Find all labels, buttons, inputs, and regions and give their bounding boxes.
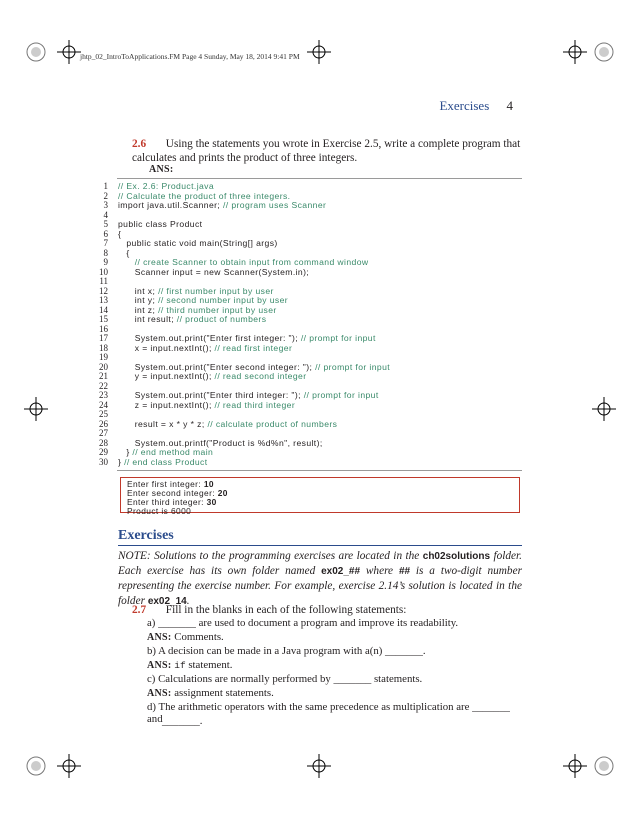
code-token: int z; xyxy=(118,304,159,315)
code-token: System.out.printf("Product is %d%n", result); xyxy=(118,437,323,448)
line-number: 19 xyxy=(99,352,108,362)
section-rule xyxy=(118,545,522,546)
running-head-label: Exercises xyxy=(439,98,490,113)
line-number: 9 xyxy=(103,257,108,267)
answer-label: ANS: xyxy=(149,164,174,175)
line-number: 22 xyxy=(99,380,108,391)
code-comment: // calculate product of numbers xyxy=(207,418,338,429)
exercise-number: 2.7 xyxy=(132,604,147,616)
folder-name: ch02solutions xyxy=(422,551,491,562)
registration-mark-icon xyxy=(57,754,81,778)
line-number: 3 xyxy=(103,200,108,210)
output-prompt: Enter second integer: xyxy=(127,488,218,498)
code-bottom-rule xyxy=(117,470,522,471)
code-token: } xyxy=(118,456,125,467)
code-line xyxy=(0,239,420,249)
question-b: b) A decision can be made in a Java program with a(n) _______. xyxy=(147,645,426,657)
output-prompt: Enter third integer: xyxy=(127,497,207,507)
code-token: } xyxy=(118,447,133,457)
question-d-continued: _______. xyxy=(162,715,203,727)
code-line xyxy=(0,211,420,221)
code-token: int x; xyxy=(118,285,159,296)
line-number: 10 xyxy=(99,266,108,277)
note-text: is a two-digit number representing the exercise number. For example, exercise 2.14’s solution is located in the folder xyxy=(118,565,522,607)
answer-text: statement. xyxy=(185,659,233,671)
code-comment: // Ex. 2.6: Product.java xyxy=(118,181,215,191)
answer-code: if xyxy=(174,660,186,671)
code-token: x = input.nextInt(); xyxy=(118,342,215,353)
output-line xyxy=(127,507,513,516)
line-number: 1 xyxy=(103,181,108,191)
registration-mark-icon xyxy=(57,40,81,64)
question-a: a) _______ are used to document a program and improve its readability. xyxy=(147,617,459,629)
code-comment: // third number input by user xyxy=(158,304,277,315)
code-token: public class Product xyxy=(118,219,203,229)
code-text xyxy=(118,220,202,230)
page-number: 4 xyxy=(506,98,513,113)
code-line xyxy=(0,201,420,211)
line-number: 12 xyxy=(99,285,108,296)
registration-mark-icon xyxy=(307,40,331,64)
registration-mark-icon xyxy=(563,754,587,778)
line-number: 16 xyxy=(99,323,108,334)
answer-b xyxy=(147,659,522,672)
line-number: 13 xyxy=(99,295,108,305)
code-token: System.out.print("Enter second integer: "); xyxy=(118,361,316,372)
code-line xyxy=(0,372,420,382)
line-number: 29 xyxy=(99,447,108,457)
code-line xyxy=(0,315,420,325)
line-number: 4 xyxy=(103,209,108,220)
exercise-folder-pattern: ex02_## xyxy=(321,566,361,577)
crop-circle-icon xyxy=(594,42,614,67)
code-token: result = x * y * z; xyxy=(118,418,208,429)
line-number: 26 xyxy=(99,418,108,429)
example-folder: ex02_14 xyxy=(147,596,187,607)
answer-label: ANS: xyxy=(147,632,172,643)
output-prompt: Product is 6000 xyxy=(127,506,192,516)
code-text xyxy=(118,372,306,382)
code-comment: // Calculate the product of three integers. xyxy=(118,190,291,201)
note-text: NOTE: Solutions to the programming exercises are located in the xyxy=(118,550,423,562)
code-line xyxy=(0,220,420,230)
line-number: 20 xyxy=(99,361,108,372)
code-token: { xyxy=(118,247,130,258)
code-line xyxy=(0,448,420,458)
code-comment: // product of numbers xyxy=(176,314,267,324)
code-token: z = input.nextInt(); xyxy=(118,399,215,410)
note-text: folder. Each exercise has its own folder named xyxy=(118,550,523,577)
code-comment: // create Scanner to obtain input from command window xyxy=(118,257,369,267)
answer-c xyxy=(147,687,522,700)
code-text xyxy=(118,315,266,325)
code-text xyxy=(118,239,278,249)
crop-circle-icon xyxy=(26,756,46,781)
code-token: System.out.print("Enter third integer: "); xyxy=(118,390,304,400)
registration-mark-icon xyxy=(563,40,587,64)
code-text xyxy=(118,268,309,278)
code-token: int result; xyxy=(118,314,177,324)
question-d: d) The arithmetic operators with the same precedence as multiplication are _______ and xyxy=(147,701,510,725)
code-comment: // read first integer xyxy=(214,342,293,353)
code-comment: // prompt for input xyxy=(315,361,391,372)
code-token: import java.util.Scanner; xyxy=(118,200,223,210)
answer-label: ANS: xyxy=(147,660,172,671)
code-token: y = input.nextInt(); xyxy=(118,371,215,381)
line-number: 28 xyxy=(99,437,108,448)
program-output xyxy=(120,477,520,516)
line-number: 5 xyxy=(103,219,108,229)
code-token: public static void main(String[] args) xyxy=(118,238,278,248)
section-title: Exercises xyxy=(118,528,174,543)
code-token: System.out.print("Enter first integer: "); xyxy=(118,333,301,343)
code-token: Scanner input = new Scanner(System.in); xyxy=(118,266,310,277)
code-comment: // end class Product xyxy=(124,456,208,467)
code-comment: // first number input by user xyxy=(158,285,274,296)
code-comment: // read second integer xyxy=(214,371,307,381)
answer-text: assignment statements. xyxy=(171,687,274,699)
exercise-text: Using the statements you wrote in Exercise 2.5, write a complete program that calculates and prints the product of three integers. xyxy=(132,138,521,164)
line-number: 7 xyxy=(103,238,108,248)
code-line xyxy=(0,401,420,411)
code-text xyxy=(118,420,337,430)
line-number: 2 xyxy=(103,190,108,201)
code-comment: // program uses Scanner xyxy=(222,200,327,210)
line-number: 30 xyxy=(99,456,108,467)
line-number: 11 xyxy=(99,276,108,286)
question-c: c) Calculations are normally performed by _______ statements. xyxy=(147,673,423,685)
line-number: 18 xyxy=(99,342,108,353)
code-comment: // end method main xyxy=(132,447,214,457)
line-number: 8 xyxy=(103,247,108,258)
code-text xyxy=(118,344,292,354)
answer-label: ANS: xyxy=(147,688,172,699)
code-comment: // prompt for input xyxy=(303,390,379,400)
code-text xyxy=(118,201,326,211)
print-slug: jhtp_02_IntroToApplications.FM Page 4 Sunday, May 18, 2014 9:41 PM xyxy=(80,52,300,61)
code-line xyxy=(0,458,420,468)
crop-circle-icon xyxy=(594,756,614,781)
exercise-number: 2.6 xyxy=(132,138,147,150)
code-line xyxy=(0,344,420,354)
code-line xyxy=(0,420,420,430)
registration-mark-icon xyxy=(307,754,331,778)
line-number: 15 xyxy=(99,314,108,324)
line-number: 23 xyxy=(99,390,108,400)
line-number: 6 xyxy=(103,228,108,239)
line-number: 24 xyxy=(99,399,108,410)
running-head xyxy=(439,98,513,114)
solutions-note xyxy=(118,549,522,609)
code-listing xyxy=(0,182,600,472)
code-top-rule xyxy=(117,178,522,179)
crop-circle-icon xyxy=(26,42,46,67)
code-comment: // prompt for input xyxy=(300,333,376,343)
user-input: 20 xyxy=(217,488,228,498)
code-text xyxy=(118,401,295,411)
code-token: { xyxy=(118,228,122,239)
number-placeholder: ## xyxy=(398,566,411,577)
code-text xyxy=(118,458,208,468)
code-comment: // read third integer xyxy=(214,399,296,410)
note-text: where xyxy=(360,565,399,577)
exercise-text: Fill in the blanks in each of the following statements: xyxy=(165,604,407,616)
line-number: 17 xyxy=(99,333,108,343)
answer-a xyxy=(147,631,522,644)
output-prompt: Enter first integer: xyxy=(127,479,204,489)
code-token: int y; xyxy=(118,295,159,305)
exercise-2-7 xyxy=(132,603,522,617)
answer-text: Comments. xyxy=(171,631,224,643)
code-comment: // second number input by user xyxy=(158,295,289,305)
user-input: 30 xyxy=(206,497,217,507)
line-number: 21 xyxy=(99,371,108,381)
line-number: 25 xyxy=(99,409,108,419)
exercise-2-6 xyxy=(132,137,522,165)
user-input: 10 xyxy=(203,479,214,489)
line-number: 14 xyxy=(99,304,108,315)
code-line xyxy=(0,268,420,278)
line-number: 27 xyxy=(99,428,108,438)
note-text: . xyxy=(186,595,190,607)
